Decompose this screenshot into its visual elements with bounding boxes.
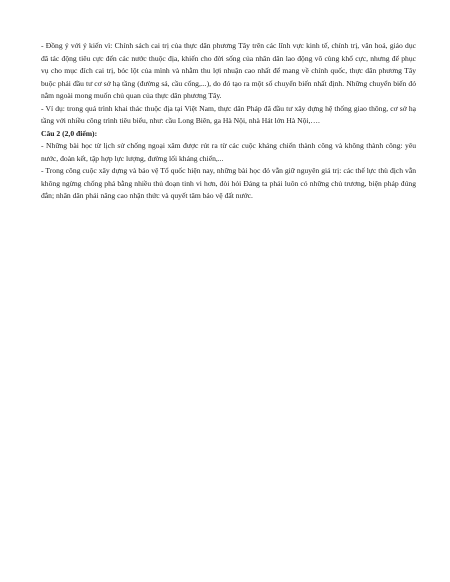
paragraph-agree-opinion: - Đồng ý với ý kiến vì: Chính sách cai trị của thực dân phương Tây trên các lĩnh vực kinh tế, chính trị, văn hoá, giáo dục đã tác động tiêu cực đến các nước thuộc địa, khiến cho đời sống của nhân dân lao động vô cùng khổ cực, nhưng để phục vụ cho mục đích cai trị, bóc lột của mình và nhằm thu lợi nhuận cao nhất để mang về chính quốc, thực dân phương Tây buộc phải đầu tư cơ sở hạ tầng (đường sá, cầu cống,...), do đó tạo ra một số chuyển biến nhất định. Những chuyển biến đó nằm ngoài mong muốn chủ quan của thực dân phương Tây. [41,41,416,100]
paragraph-lessons-today: - Trong công cuộc xây dựng và bảo vệ Tổ quốc hiện nay, những bài học đó vẫn giữ nguyên giá trị: các thế lực thù địch vẫn không ngừng chống phá bằng nhiều thủ đoạn tinh vi hơn, đòi hỏi Đảng ta phải luôn có những chủ trương, biện pháp đúng đắn; nhân dân phải nâng cao nhận thức và quyết tâm bảo vệ đất nước. [41,166,416,200]
paragraph-lessons-history: - Những bài học từ lịch sử chống ngoại xâm được rút ra từ các cuộc kháng chiến thành công và không thành công: yêu nước, đoàn kết, tập hợp lực lượng, đường lối kháng chiến,... [41,141,416,163]
document-body [41,40,416,203]
question-2-heading: Câu 2 (2,0 điểm): [41,128,98,138]
paragraph-example-vietnam: - Ví dụ: trong quá trình khai thác thuộc địa tại Việt Nam, thực dân Pháp đã đầu tư xây dựng hệ thống giao thông, cơ sở hạ tầng với nhiều công trình tiêu biểu, như: cầu Long Biên, ga Hà Nội, nhà Hát lớn Hà Nội,…. [41,103,416,125]
